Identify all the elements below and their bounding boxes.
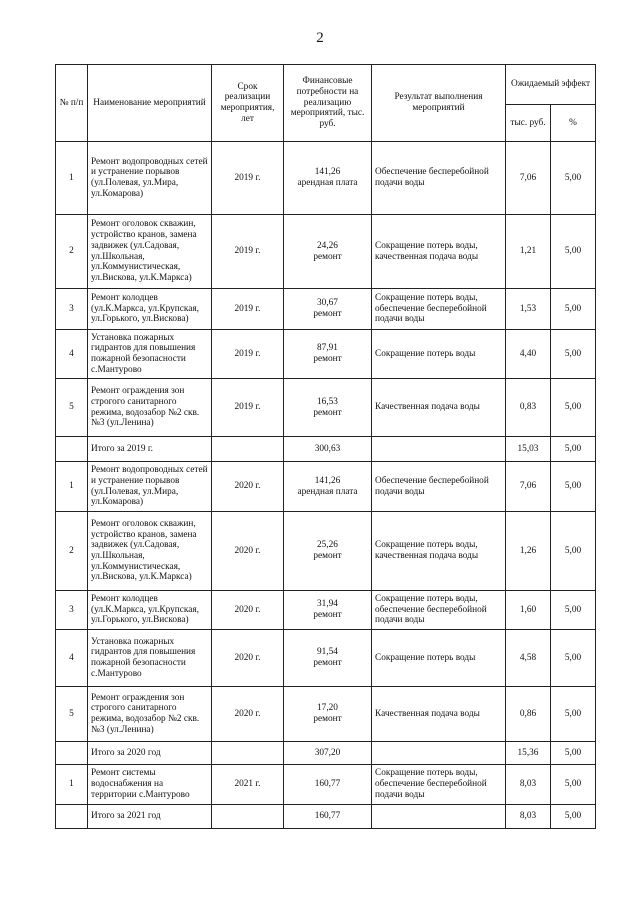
cell-result: Сокращение потерь воды, качественная подача воды [372, 215, 506, 289]
finance-note: ремонт [313, 309, 342, 319]
table-row [56, 215, 596, 289]
cell-result: Сокращение потерь воды, обеспечение бесперебойной подачи воды [372, 591, 506, 630]
cell-name: Ремонт водопроводных сетей и устранение порывов (ул.Полевая, ул.Мира, ул.Комарова) [88, 462, 212, 512]
cell-finance [284, 379, 372, 437]
cell-finance [284, 742, 372, 765]
cell-finance [284, 512, 372, 591]
cell-name: Итого за 2021 год [88, 805, 212, 829]
page-number: 2 [316, 30, 324, 46]
finance-note: арендная плата [297, 486, 358, 497]
cell-num: 4 [56, 630, 88, 687]
cell-num: 1 [56, 462, 88, 512]
cell-effect-pct: 5,00 [551, 630, 596, 687]
cell-num [56, 805, 88, 829]
finance-value: 87,91 [317, 343, 338, 354]
cell-effect-rub: 8,03 [506, 805, 551, 829]
measures-table [55, 64, 596, 829]
finance-value: 160,77 [314, 779, 341, 790]
cell-term: 2021 г. [212, 765, 284, 805]
cell-effect-pct: 5,00 [551, 687, 596, 742]
cell-effect-rub: 4,40 [506, 330, 551, 379]
cell-term: 2020 г. [212, 512, 284, 591]
cell-result: Обеспечение бесперебойной подачи воды [372, 142, 506, 215]
cell-term: 2020 г. [212, 462, 284, 512]
cell-term: 2019 г. [212, 379, 284, 437]
cell-effect-pct: 5,00 [551, 379, 596, 437]
cell-result: Сокращение потерь воды, обеспечение бесперебойной подачи воды [372, 289, 506, 330]
finance-value: 141,26 [314, 475, 341, 486]
cell-num [56, 437, 88, 462]
finance-value: 31,94 [317, 599, 338, 610]
cell-term [212, 742, 284, 765]
cell-name: Итого за 2019 г. [88, 437, 212, 462]
cell-result: Сокращение потерь воды [372, 630, 506, 687]
cell-effect-pct: 5,00 [551, 437, 596, 462]
finance-note: ремонт [313, 551, 342, 561]
table-row [56, 765, 596, 805]
table-body [56, 142, 596, 829]
total-row [56, 742, 596, 765]
cell-term: 2019 г. [212, 330, 284, 379]
header-num: № п/п [56, 65, 88, 142]
cell-name: Итого за 2020 год [88, 742, 212, 765]
cell-name: Ремонт ограждения зон строгого санитарного режима, водозабор №2 скв.№3 (ул.Ленина) [88, 379, 212, 437]
cell-name: Ремонт колодцев (ул.К.Маркса, ул.Крупская, ул.Горького, ул.Вискова) [88, 289, 212, 330]
cell-name: Ремонт ограждения зон строгого санитарного режима, водозабор №2 скв.№3 (ул.Ленина) [88, 687, 212, 742]
cell-effect-pct: 5,00 [551, 742, 596, 765]
header-effect: Ожидаемый эффект [506, 65, 596, 105]
cell-name: Ремонт оголовок скважин, устройство кранов, замена задвижек (ул.Садовая, ул.Школьная, ул.Коммунистическая, ул.Вискова, ул.К.Маркса) [88, 215, 212, 289]
cell-name: Установка пожарных гидрантов для повышения пожарной безопасности с.Мантурово [88, 630, 212, 687]
cell-result: Сокращение потерь воды [372, 330, 506, 379]
cell-term: 2019 г. [212, 142, 284, 215]
finance-note: ремонт [313, 714, 342, 724]
cell-effect-pct: 5,00 [551, 805, 596, 829]
cell-finance [284, 591, 372, 630]
cell-num: 4 [56, 330, 88, 379]
cell-effect-rub: 1,21 [506, 215, 551, 289]
finance-note: ремонт [313, 658, 342, 668]
cell-name: Ремонт системы водоснабжения на территории с.Мантурово [88, 765, 212, 805]
table-row [56, 330, 596, 379]
cell-name: Ремонт колодцев (ул.К.Маркса, ул.Крупская, ул.Горького, ул.Вискова) [88, 591, 212, 630]
cell-finance [284, 215, 372, 289]
cell-effect-rub: 4,58 [506, 630, 551, 687]
cell-effect-rub: 1,26 [506, 512, 551, 591]
finance-note: ремонт [313, 251, 342, 262]
finance-value: 25,26 [317, 540, 338, 551]
cell-term: 2020 г. [212, 630, 284, 687]
header-result: Результат выполнения мероприятий [372, 65, 506, 142]
finance-value: 300,63 [314, 443, 341, 454]
cell-effect-pct: 5,00 [551, 142, 596, 215]
cell-finance [284, 630, 372, 687]
cell-effect-rub: 15,03 [506, 437, 551, 462]
cell-finance [284, 462, 372, 512]
header-name: Наименование мероприятий [88, 65, 212, 142]
cell-term [212, 805, 284, 829]
finance-value: 141,26 [314, 167, 341, 178]
finance-note: ремонт [313, 354, 342, 364]
finance-value: 91,54 [317, 647, 338, 658]
cell-effect-pct: 5,00 [551, 215, 596, 289]
cell-finance [284, 142, 372, 215]
cell-result [372, 805, 506, 829]
cell-effect-pct: 5,00 [551, 289, 596, 330]
table-row [56, 591, 596, 630]
cell-effect-rub: 1,53 [506, 289, 551, 330]
cell-num: 1 [56, 142, 88, 215]
cell-term: 2020 г. [212, 687, 284, 742]
cell-result [372, 437, 506, 462]
table-row [56, 687, 596, 742]
table-row [56, 630, 596, 687]
finance-note: ремонт [313, 610, 342, 620]
cell-effect-rub: 7,06 [506, 462, 551, 512]
header-term: Срок реализации мероприятия, лет [212, 65, 284, 142]
cell-effect-pct: 5,00 [551, 512, 596, 591]
table-row [56, 512, 596, 591]
cell-name: Ремонт водопроводных сетей и устранение порывов (ул.Полевая, ул.Мира, ул.Комарова) [88, 142, 212, 215]
header-finance: Финансовые потребности на реализацию мероприятий, тыс. руб. [284, 65, 372, 142]
finance-value: 160,77 [314, 811, 341, 822]
cell-finance [284, 437, 372, 462]
cell-name: Ремонт оголовок скважин, устройство кранов, замена задвижек (ул.Садовая, ул.Школьная, ул.Коммунистическая, ул.Вискова, ул.К.Маркса) [88, 512, 212, 591]
cell-finance [284, 330, 372, 379]
table-row [56, 379, 596, 437]
cell-result: Сокращение потерь воды, обеспечение бесперебойной подачи воды [372, 765, 506, 805]
cell-num [56, 742, 88, 765]
cell-num: 5 [56, 687, 88, 742]
total-row [56, 805, 596, 829]
finance-note: арендная плата [297, 178, 358, 188]
header-row [56, 65, 596, 105]
table-row [56, 289, 596, 330]
cell-effect-rub: 7,06 [506, 142, 551, 215]
finance-note: ремонт [313, 407, 342, 418]
cell-num: 2 [56, 512, 88, 591]
finance-value: 16,53 [317, 396, 338, 407]
cell-num: 1 [56, 765, 88, 805]
cell-effect-rub: 1,60 [506, 591, 551, 630]
table-row [56, 462, 596, 512]
cell-finance [284, 289, 372, 330]
cell-effect-rub: 0,83 [506, 379, 551, 437]
finance-value: 307,20 [314, 747, 341, 758]
total-row [56, 437, 596, 462]
finance-value: 17,20 [317, 703, 338, 714]
cell-effect-pct: 5,00 [551, 462, 596, 512]
cell-finance [284, 805, 372, 829]
cell-term [212, 437, 284, 462]
finance-value: 24,26 [317, 240, 338, 251]
cell-num: 3 [56, 591, 88, 630]
cell-effect-rub: 0,86 [506, 687, 551, 742]
cell-effect-rub: 8,03 [506, 765, 551, 805]
header-effect-rub: тыс. руб. [506, 105, 551, 142]
cell-name: Установка пожарных гидрантов для повышения пожарной безопасности с.Мантурово [88, 330, 212, 379]
cell-effect-pct: 5,00 [551, 330, 596, 379]
cell-finance [284, 687, 372, 742]
cell-term: 2019 г. [212, 289, 284, 330]
finance-value: 30,67 [317, 298, 338, 309]
cell-num: 3 [56, 289, 88, 330]
cell-effect-pct: 5,00 [551, 765, 596, 805]
cell-result: Обеспечение бесперебойной подачи воды [372, 462, 506, 512]
cell-num: 2 [56, 215, 88, 289]
cell-effect-pct: 5,00 [551, 591, 596, 630]
cell-result [372, 742, 506, 765]
cell-num: 5 [56, 379, 88, 437]
table-row [56, 142, 596, 215]
cell-result: Качественная подача воды [372, 379, 506, 437]
cell-finance [284, 765, 372, 805]
cell-result: Качественная подача воды [372, 687, 506, 742]
header-effect-pct: % [551, 105, 596, 142]
cell-term: 2020 г. [212, 591, 284, 630]
cell-effect-rub: 15,36 [506, 742, 551, 765]
cell-term: 2019 г. [212, 215, 284, 289]
cell-result: Сокращение потерь воды, качественная подача воды [372, 512, 506, 591]
